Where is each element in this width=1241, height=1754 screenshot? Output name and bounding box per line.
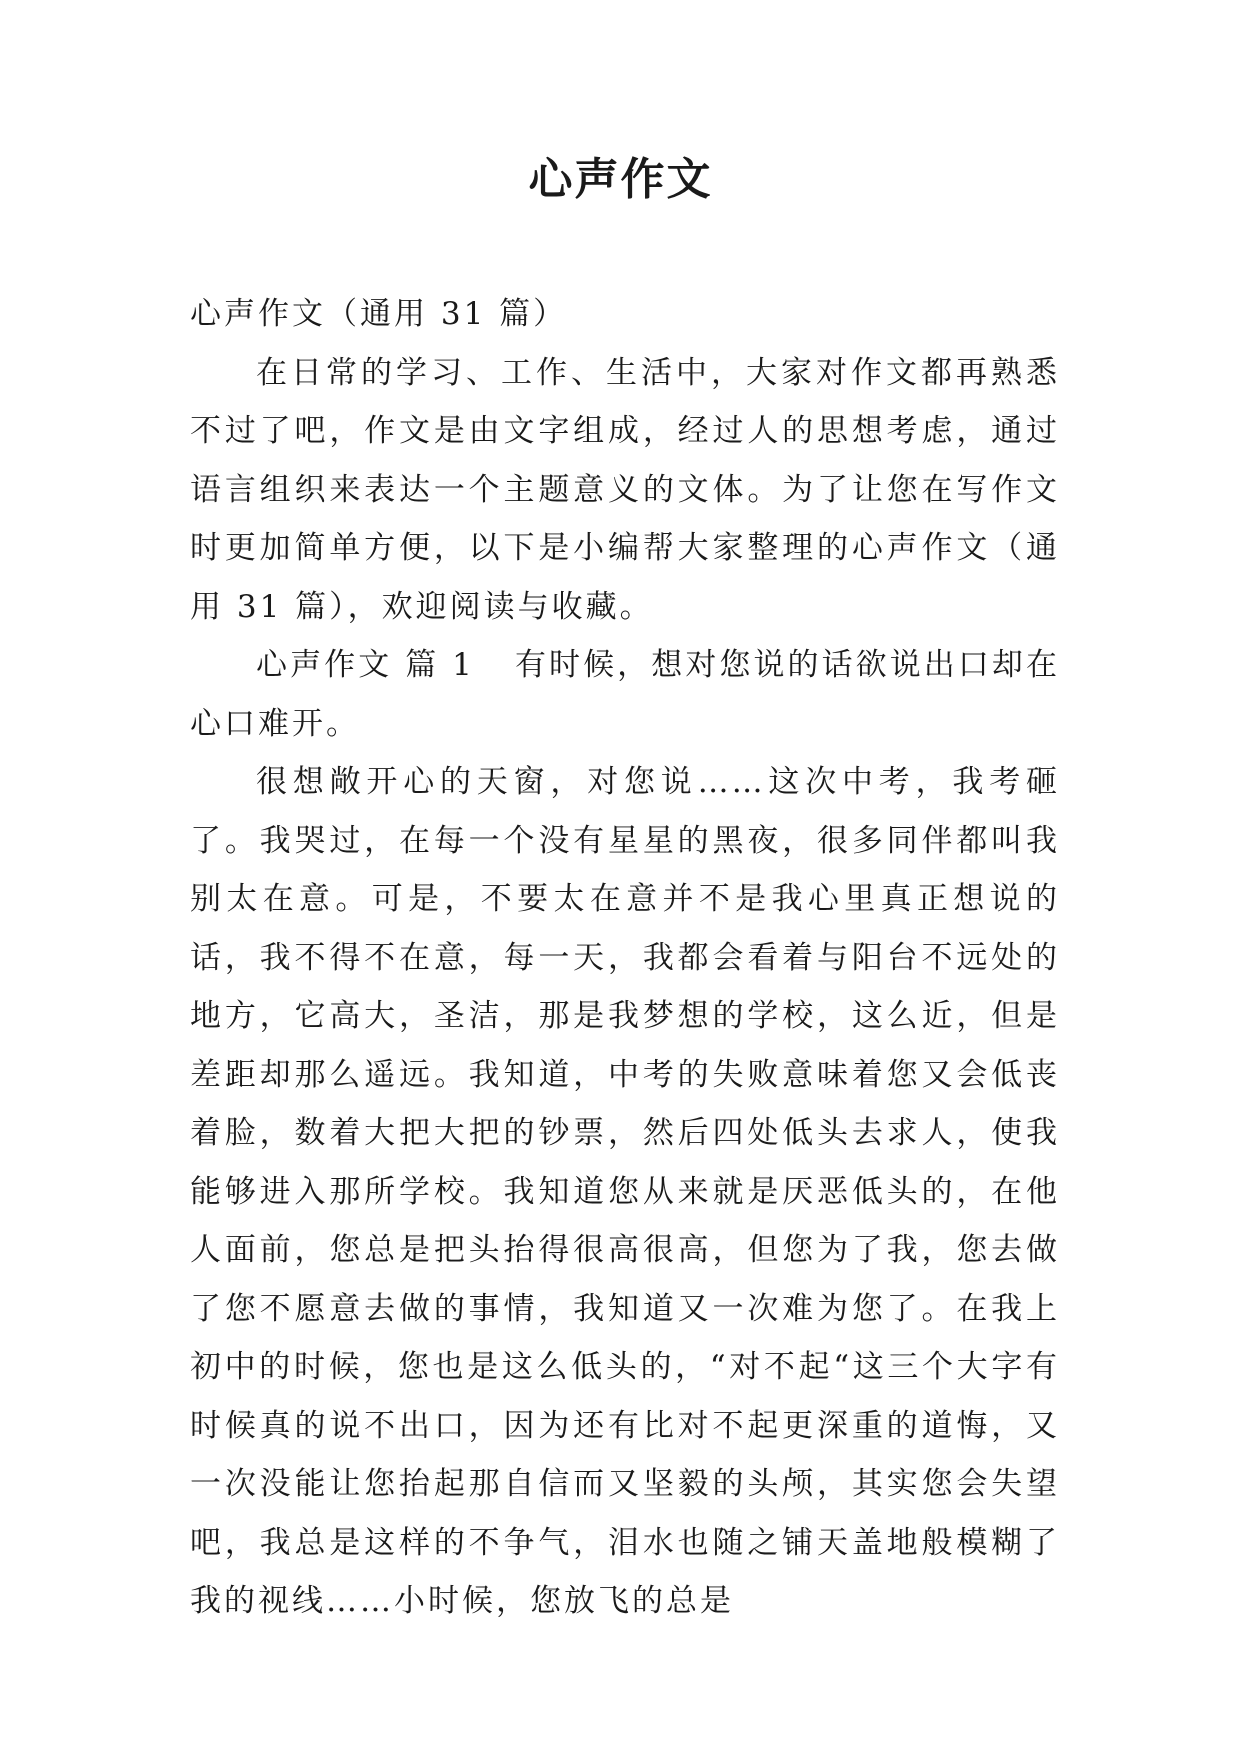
section-1-label: 心声作文 篇 1 [256, 647, 475, 683]
intro-paragraph: 在日常的学习、工作、生活中，大家对作文都再熟悉不过了吧，作文是由文字组成，经过人的思想考虑，通过语言组织来表达一个主题意义的文体。为了让您在写作文时更加简单方便，以下是小编帮大家整理的心声作文（通用 31 篇），欢迎阅读与收藏。 [190, 354, 1060, 625]
document-subtitle: 心声作文（通用 31 篇） [190, 296, 568, 332]
section-1-paragraph: 很想敞开心的天窗，对您说……这次中考，我考砸了。我哭过，在每一个没有星星的黑夜，很多同伴都叫我别太在意。可是，不要太在意并不是我心里真正想说的话，我不得不在意，每一天，我都会看着与阳台不远处的地方，它高大，圣洁，那是我梦想的学校，这么近，但是差距却那么遥远。我知道，中考的失败意味着您又会低丧着脸，数着大把大把的钞票，然后四处低头去求人，使我能够进入那所学校。我知道您从来就是厌恶低头的，在他人面前，您总是把头抬得很高很高，但您为了我，您去做了您不愿意去做的事情，我知道又一次难为您了。在我上初中的时候，您也是这么低头的，“对不起“这三个大字有时候真的说不出口，因为还有比对不起更深重的道悔，又一次没能让您抬起那自信而又坚毅的头颅，其实您会失望吧，我总是这样的不争气，泪水也随之铺天盖地般模糊了我的视线……小时候，您放飞的总是 [190, 764, 1060, 1619]
document-body [190, 285, 1060, 1631]
section-1-opening [190, 636, 1060, 753]
section-1-first-line: 有时候，想对您说的话欲说出口却在心口难开。 [190, 647, 1060, 742]
document-title: 心声作文 [528, 154, 713, 205]
